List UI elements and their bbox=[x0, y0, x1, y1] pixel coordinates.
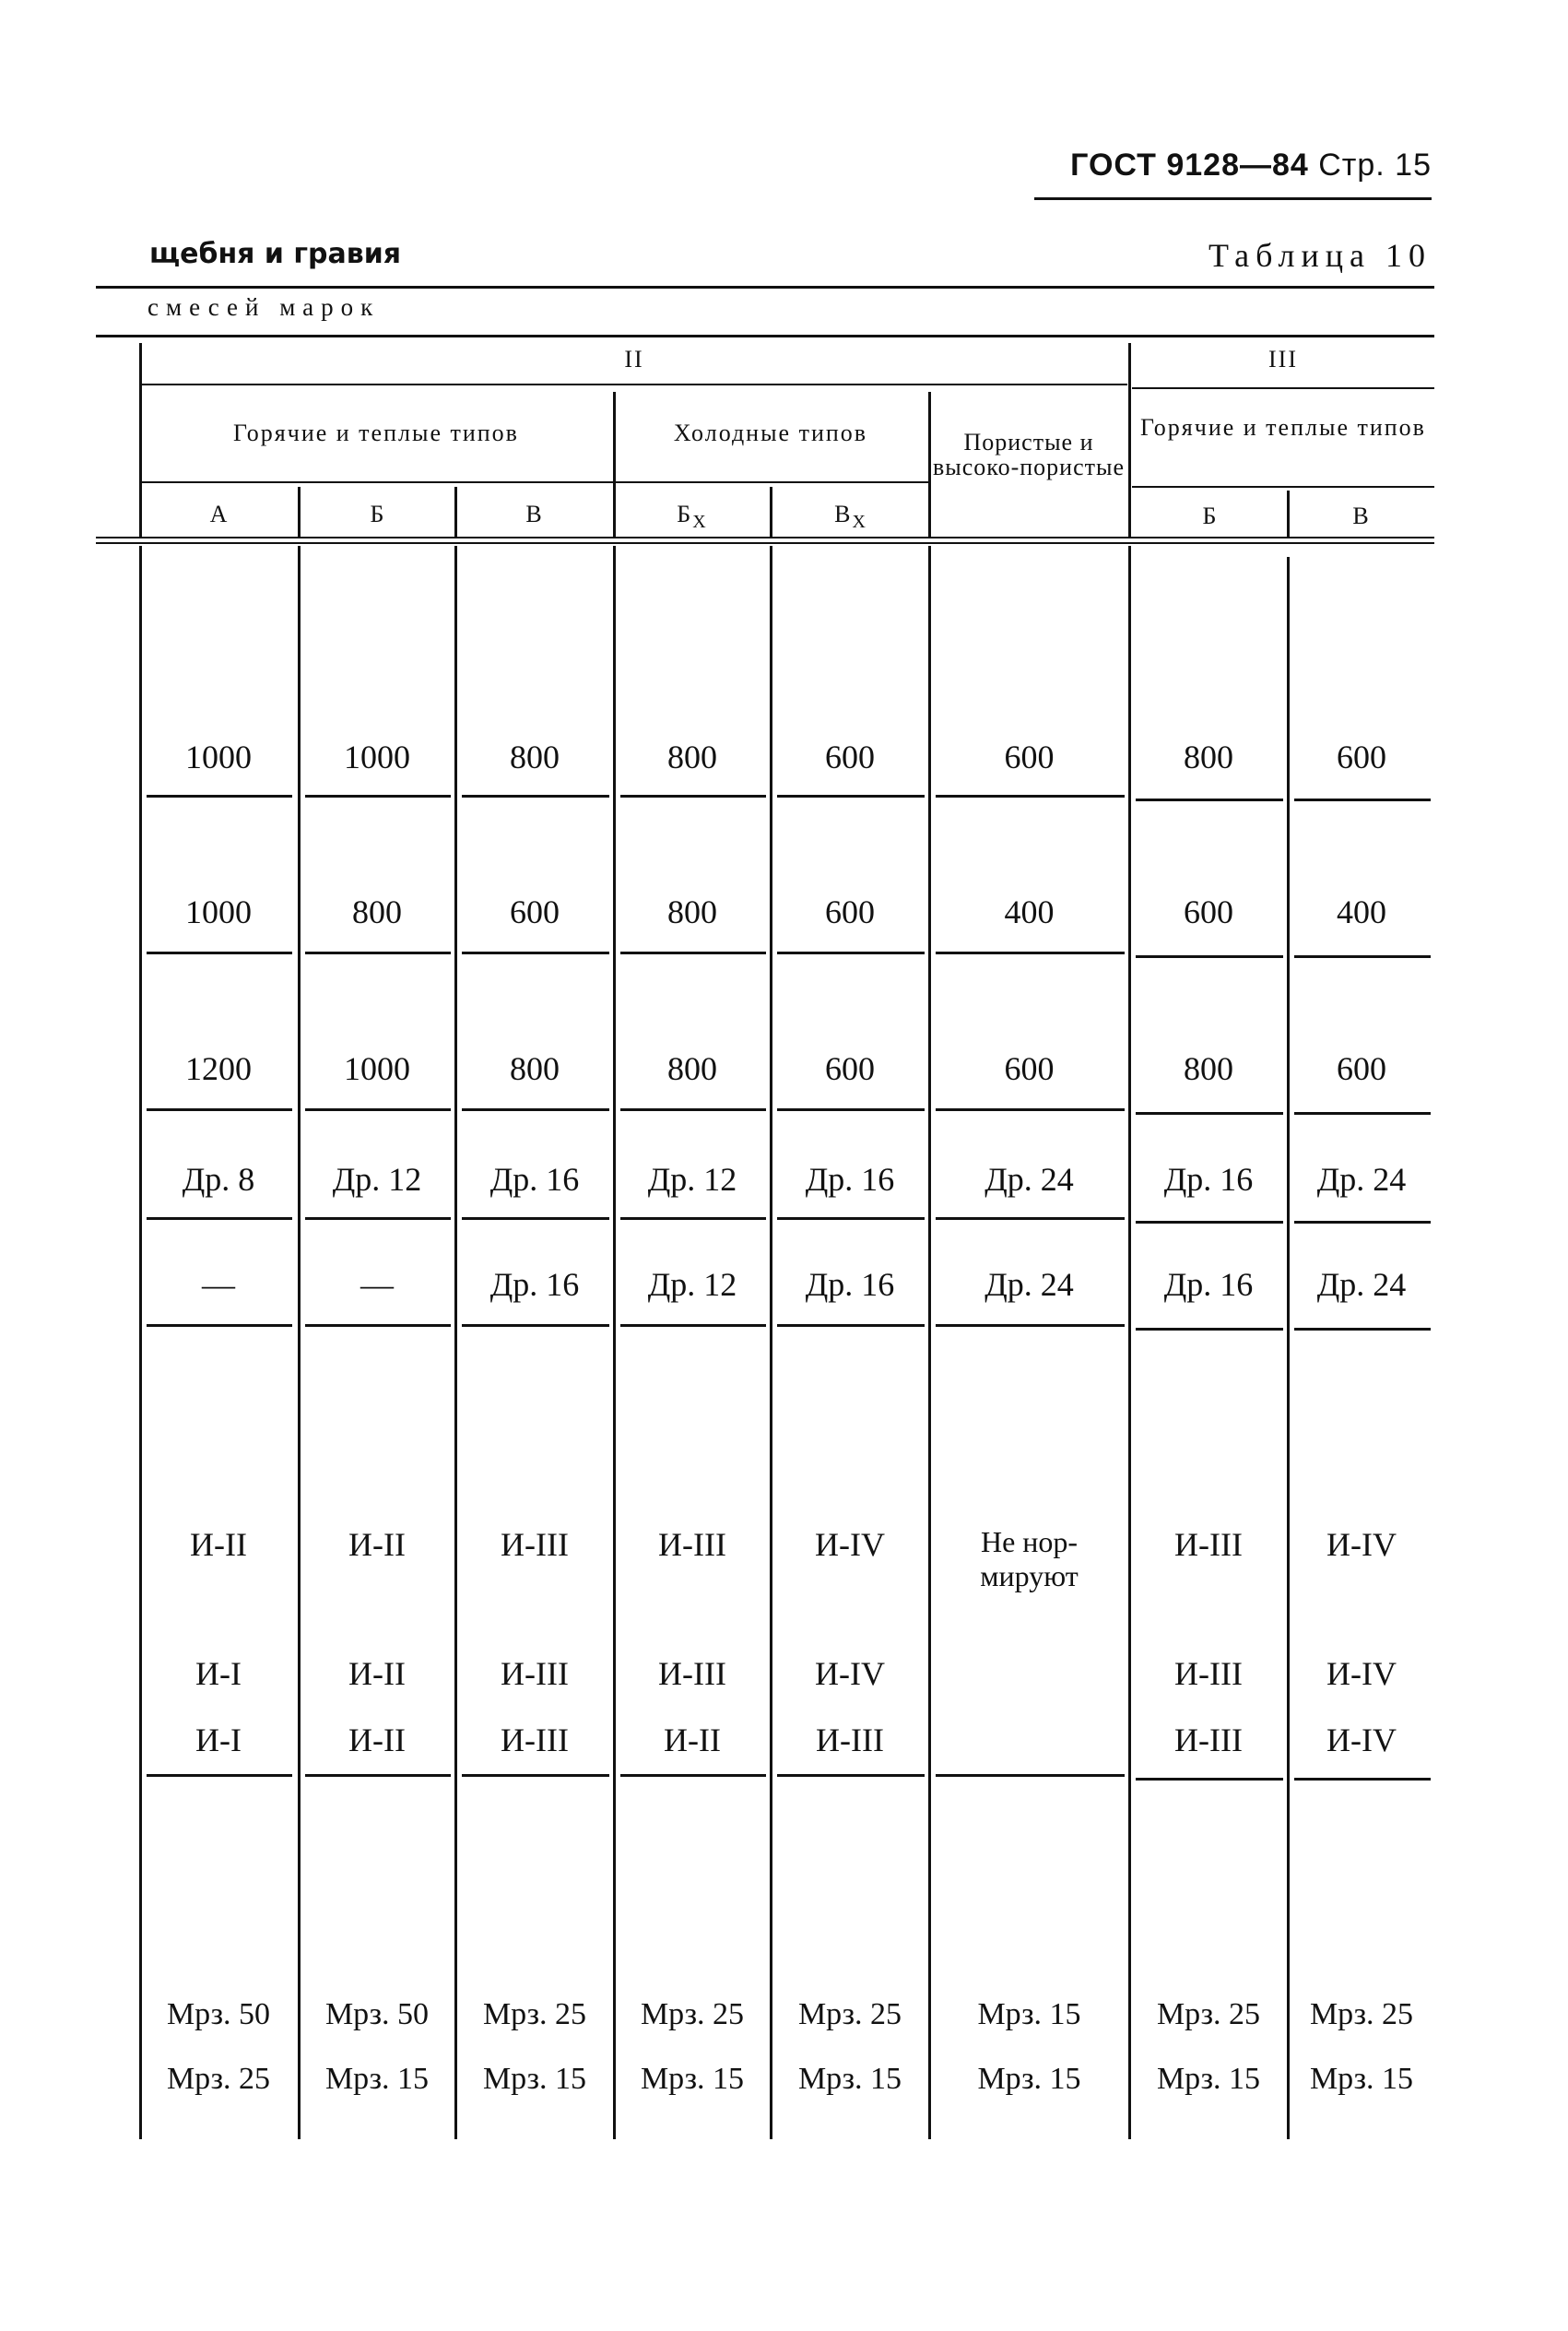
cell-r4-4: Др. 12 bbox=[647, 1161, 737, 1198]
cell-r6c-7: И-III bbox=[1174, 1722, 1243, 1758]
cell-r6a-1: И-II bbox=[190, 1526, 247, 1563]
col-a-header: А bbox=[209, 501, 230, 527]
cell-r6a-3: И-III bbox=[501, 1526, 569, 1563]
cell-r6c-8: И-IV bbox=[1326, 1722, 1397, 1758]
mixtures-label: смесей марок bbox=[147, 293, 381, 321]
row-rule-2-2 bbox=[305, 952, 451, 954]
col-bx-subscript: Х bbox=[692, 512, 708, 533]
vline-ab-header bbox=[298, 487, 301, 538]
mixtures-rule bbox=[96, 335, 1434, 337]
row-rule-4-2 bbox=[305, 1217, 451, 1220]
standard-number: ГОСТ 9128—84 bbox=[1070, 148, 1309, 183]
page-header bbox=[1070, 148, 1432, 183]
cell-r6c-4: И-II bbox=[664, 1722, 721, 1758]
col-vx-subscript: Х bbox=[852, 512, 867, 533]
cell-r2-7: 600 bbox=[1184, 893, 1233, 930]
cell-r6b-1: И-I bbox=[195, 1655, 242, 1692]
cell-r1-7: 800 bbox=[1184, 739, 1233, 775]
row-rule-3-5 bbox=[777, 1108, 925, 1111]
cell-r1-4: 800 bbox=[667, 739, 717, 775]
row-rule-3-3 bbox=[462, 1108, 609, 1111]
cell-r4-7: Др. 16 bbox=[1163, 1161, 1254, 1198]
hot-warm-header: Горячие и теплые типов bbox=[233, 420, 519, 446]
cell-r4-8: Др. 24 bbox=[1316, 1161, 1407, 1198]
row-rule-1-8 bbox=[1294, 799, 1431, 801]
cell-r1-6: 600 bbox=[1004, 739, 1055, 775]
cell-r6b-4: И-III bbox=[658, 1655, 726, 1692]
cell-r6c-1: И-I bbox=[195, 1722, 242, 1758]
cell-r5-2: — bbox=[360, 1266, 394, 1303]
vline-col-7 bbox=[1128, 546, 1131, 2139]
col-b-iii-header: Б bbox=[1202, 503, 1219, 529]
cell-r6c-3: И-III bbox=[501, 1722, 569, 1758]
cell-r6b-8: И-IV bbox=[1326, 1655, 1397, 1692]
cell-r2-3: 600 bbox=[510, 893, 560, 930]
col-vx-header bbox=[772, 502, 930, 532]
vline-col-2 bbox=[298, 546, 301, 2139]
subheader-rule bbox=[141, 481, 929, 483]
row-rule-2-8 bbox=[1294, 955, 1431, 958]
row-rule-4-3 bbox=[462, 1217, 609, 1220]
group-ii-rule bbox=[141, 384, 1127, 385]
row-rule-1-3 bbox=[462, 795, 609, 798]
cell-r7a-1: Мрз. 50 bbox=[166, 1997, 271, 2031]
row-rule-5-6 bbox=[936, 1324, 1125, 1327]
cell-r2-6: 400 bbox=[1004, 893, 1055, 930]
row-rule-2-4 bbox=[620, 952, 766, 954]
row-rule-5-2 bbox=[305, 1324, 451, 1327]
row-rule-6-7 bbox=[1136, 1778, 1283, 1781]
cell-r7a-4: Мрз. 25 bbox=[640, 1997, 745, 2031]
row-rule-3-7 bbox=[1136, 1112, 1283, 1115]
cell-r4-2: Др. 12 bbox=[332, 1161, 422, 1198]
vline-bv-header bbox=[454, 487, 457, 538]
row-rule-5-4 bbox=[620, 1324, 766, 1327]
cell-r5-6: Др. 24 bbox=[984, 1266, 1074, 1303]
row-rule-2-3 bbox=[462, 952, 609, 954]
row-rule-3-1 bbox=[147, 1108, 292, 1111]
cell-r1-5: 600 bbox=[825, 739, 875, 775]
cell-r7b-2: Мрз. 15 bbox=[324, 2062, 430, 2096]
col-vx-letter: В bbox=[834, 501, 853, 527]
col-bx-header bbox=[613, 502, 772, 532]
table-title: Таблица 10 bbox=[1208, 237, 1432, 274]
cell-r7a-2: Мрз. 50 bbox=[324, 1997, 430, 2031]
cell-r1-8: 600 bbox=[1337, 739, 1386, 775]
cell-r7a-5: Мрз. 25 bbox=[797, 1997, 902, 2031]
cell-r5-3: Др. 16 bbox=[489, 1266, 580, 1303]
row-rule-2-1 bbox=[147, 952, 292, 954]
cell-r6a-6: Не нор-мируют bbox=[980, 1525, 1079, 1592]
cell-r2-8: 400 bbox=[1337, 893, 1386, 930]
cell-r7b-6: Мрз. 15 bbox=[977, 2062, 1081, 2096]
hot-warm-iii-header: Горячие и теплые типов bbox=[1140, 414, 1426, 441]
cell-r2-2: 800 bbox=[352, 893, 402, 930]
cell-r3-4: 800 bbox=[667, 1050, 717, 1087]
row-rule-4-5 bbox=[777, 1217, 925, 1220]
col-bx-letter: Б bbox=[677, 501, 693, 527]
cell-r6b-7: И-III bbox=[1174, 1655, 1243, 1692]
cell-r7a-6: Мрз. 15 bbox=[977, 1997, 1081, 2031]
cell-r5-5: Др. 16 bbox=[805, 1266, 895, 1303]
row-rule-6-1 bbox=[147, 1774, 292, 1777]
row-rule-5-5 bbox=[777, 1324, 925, 1327]
materials-label: щебня и гравия bbox=[149, 238, 402, 270]
row-rule-1-5 bbox=[777, 795, 925, 798]
cell-r6b-3: И-III bbox=[501, 1655, 569, 1692]
cell-r7b-5: Мрз. 15 bbox=[797, 2062, 902, 2096]
group-ii-header: II bbox=[624, 346, 644, 373]
cell-r7b-1: Мрз. 25 bbox=[166, 2062, 271, 2096]
cold-header: Холодные типов bbox=[673, 420, 868, 446]
cell-r6a-7: И-III bbox=[1174, 1526, 1243, 1563]
table-top-rule bbox=[96, 286, 1434, 289]
row-rule-5-7 bbox=[1136, 1328, 1283, 1331]
row-rule-5-3 bbox=[462, 1324, 609, 1327]
col-v-header: В bbox=[525, 501, 544, 527]
cell-r1-2: 1000 bbox=[344, 739, 410, 775]
cell-r1-3: 800 bbox=[510, 739, 560, 775]
group-iii-header: III bbox=[1268, 346, 1298, 373]
row-rule-6-2 bbox=[305, 1774, 451, 1777]
row-rule-2-6 bbox=[936, 952, 1125, 954]
cell-r6b-5: И-IV bbox=[815, 1655, 885, 1692]
cell-r3-1: 1200 bbox=[185, 1050, 252, 1087]
porous-header: Пористые и высоко-пористые bbox=[933, 429, 1125, 481]
header-double-rule-1 bbox=[96, 537, 1434, 538]
cell-r7b-4: Мрз. 15 bbox=[640, 2062, 745, 2096]
row-rule-4-6 bbox=[936, 1217, 1125, 1220]
cell-r3-7: 800 bbox=[1184, 1050, 1233, 1087]
cell-r6a-4: И-III bbox=[658, 1526, 726, 1563]
row-rule-4-4 bbox=[620, 1217, 766, 1220]
row-rule-1-1 bbox=[147, 795, 292, 798]
cell-r6b-2: И-II bbox=[348, 1655, 406, 1692]
row-rule-1-4 bbox=[620, 795, 766, 798]
cell-r7a-7: Мрз. 25 bbox=[1156, 1997, 1261, 2031]
vline-porous-header bbox=[928, 392, 931, 538]
cell-r7a-3: Мрз. 25 bbox=[482, 1997, 587, 2031]
cell-r3-8: 600 bbox=[1337, 1050, 1386, 1087]
vline-left-header bbox=[139, 343, 142, 538]
cell-r6a-8: И-IV bbox=[1326, 1526, 1397, 1563]
cell-r2-1: 1000 bbox=[185, 893, 252, 930]
cell-r2-5: 600 bbox=[825, 893, 875, 930]
page-number: Стр. 15 bbox=[1318, 148, 1432, 183]
row-rule-2-7 bbox=[1136, 955, 1283, 958]
row-rule-6-8 bbox=[1294, 1778, 1431, 1781]
cell-r7b-3: Мрз. 15 bbox=[482, 2062, 587, 2096]
cell-r7b-7: Мрз. 15 bbox=[1156, 2062, 1261, 2096]
cell-r6c-2: И-II bbox=[348, 1722, 406, 1758]
row-rule-1-7 bbox=[1136, 799, 1283, 801]
cell-r5-8: Др. 24 bbox=[1316, 1266, 1407, 1303]
cell-r1-1: 1000 bbox=[185, 739, 252, 775]
row-rule-4-1 bbox=[147, 1217, 292, 1220]
cell-r6a-5: И-IV bbox=[815, 1526, 885, 1563]
row-rule-6-3 bbox=[462, 1774, 609, 1777]
vline-bxvx-header bbox=[770, 487, 772, 538]
row-rule-1-6 bbox=[936, 795, 1125, 798]
subheader-rule-iii bbox=[1132, 486, 1434, 488]
vline-col-6 bbox=[928, 546, 931, 2139]
row-rule-2-5 bbox=[777, 952, 925, 954]
vline-col-8 bbox=[1287, 557, 1290, 2139]
cell-r7a-8: Мрз. 25 bbox=[1309, 1997, 1414, 2031]
vline-col-5 bbox=[770, 546, 772, 2139]
row-rule-6-6 bbox=[936, 1774, 1125, 1777]
vline-iii-header bbox=[1128, 343, 1131, 538]
cell-r2-4: 800 bbox=[667, 893, 717, 930]
cell-r5-4: Др. 12 bbox=[647, 1266, 737, 1303]
cell-r4-1: Др. 8 bbox=[182, 1161, 255, 1198]
cell-r4-6: Др. 24 bbox=[984, 1161, 1074, 1198]
cell-r5-1: — bbox=[202, 1266, 235, 1303]
row-rule-5-1 bbox=[147, 1324, 292, 1327]
cell-r3-2: 1000 bbox=[344, 1050, 410, 1087]
col-v-iii-header: В bbox=[1352, 503, 1371, 529]
row-rule-6-5 bbox=[777, 1774, 925, 1777]
cell-r3-3: 800 bbox=[510, 1050, 560, 1087]
cell-r5-7: Др. 16 bbox=[1163, 1266, 1254, 1303]
vline-cold-header bbox=[613, 392, 616, 538]
cell-r6c-5: И-III bbox=[816, 1722, 884, 1758]
vline-col-1 bbox=[139, 546, 142, 2139]
row-rule-3-8 bbox=[1294, 1112, 1431, 1115]
cell-r4-3: Др. 16 bbox=[489, 1161, 580, 1198]
col-b-header: Б bbox=[370, 501, 386, 527]
header-rule bbox=[1034, 197, 1432, 200]
row-rule-5-8 bbox=[1294, 1328, 1431, 1331]
cell-r4-5: Др. 16 bbox=[805, 1161, 895, 1198]
cell-r7b-8: Мрз. 15 bbox=[1309, 2062, 1414, 2096]
row-rule-4-8 bbox=[1294, 1221, 1431, 1224]
row-rule-3-2 bbox=[305, 1108, 451, 1111]
vline-col-3 bbox=[454, 546, 457, 2139]
row-rule-3-4 bbox=[620, 1108, 766, 1111]
row-rule-3-6 bbox=[936, 1108, 1125, 1111]
row-rule-1-2 bbox=[305, 795, 451, 798]
cell-r3-5: 600 bbox=[825, 1050, 875, 1087]
vline-col-4 bbox=[613, 546, 616, 2139]
cell-r6a-2: И-II bbox=[348, 1526, 406, 1563]
vline-iii-bv-header bbox=[1287, 491, 1290, 538]
row-rule-4-7 bbox=[1136, 1221, 1283, 1224]
header-double-rule-2 bbox=[96, 542, 1434, 544]
group-iii-rule bbox=[1132, 387, 1434, 389]
cell-r3-6: 600 bbox=[1004, 1050, 1055, 1087]
row-rule-6-4 bbox=[620, 1774, 766, 1777]
